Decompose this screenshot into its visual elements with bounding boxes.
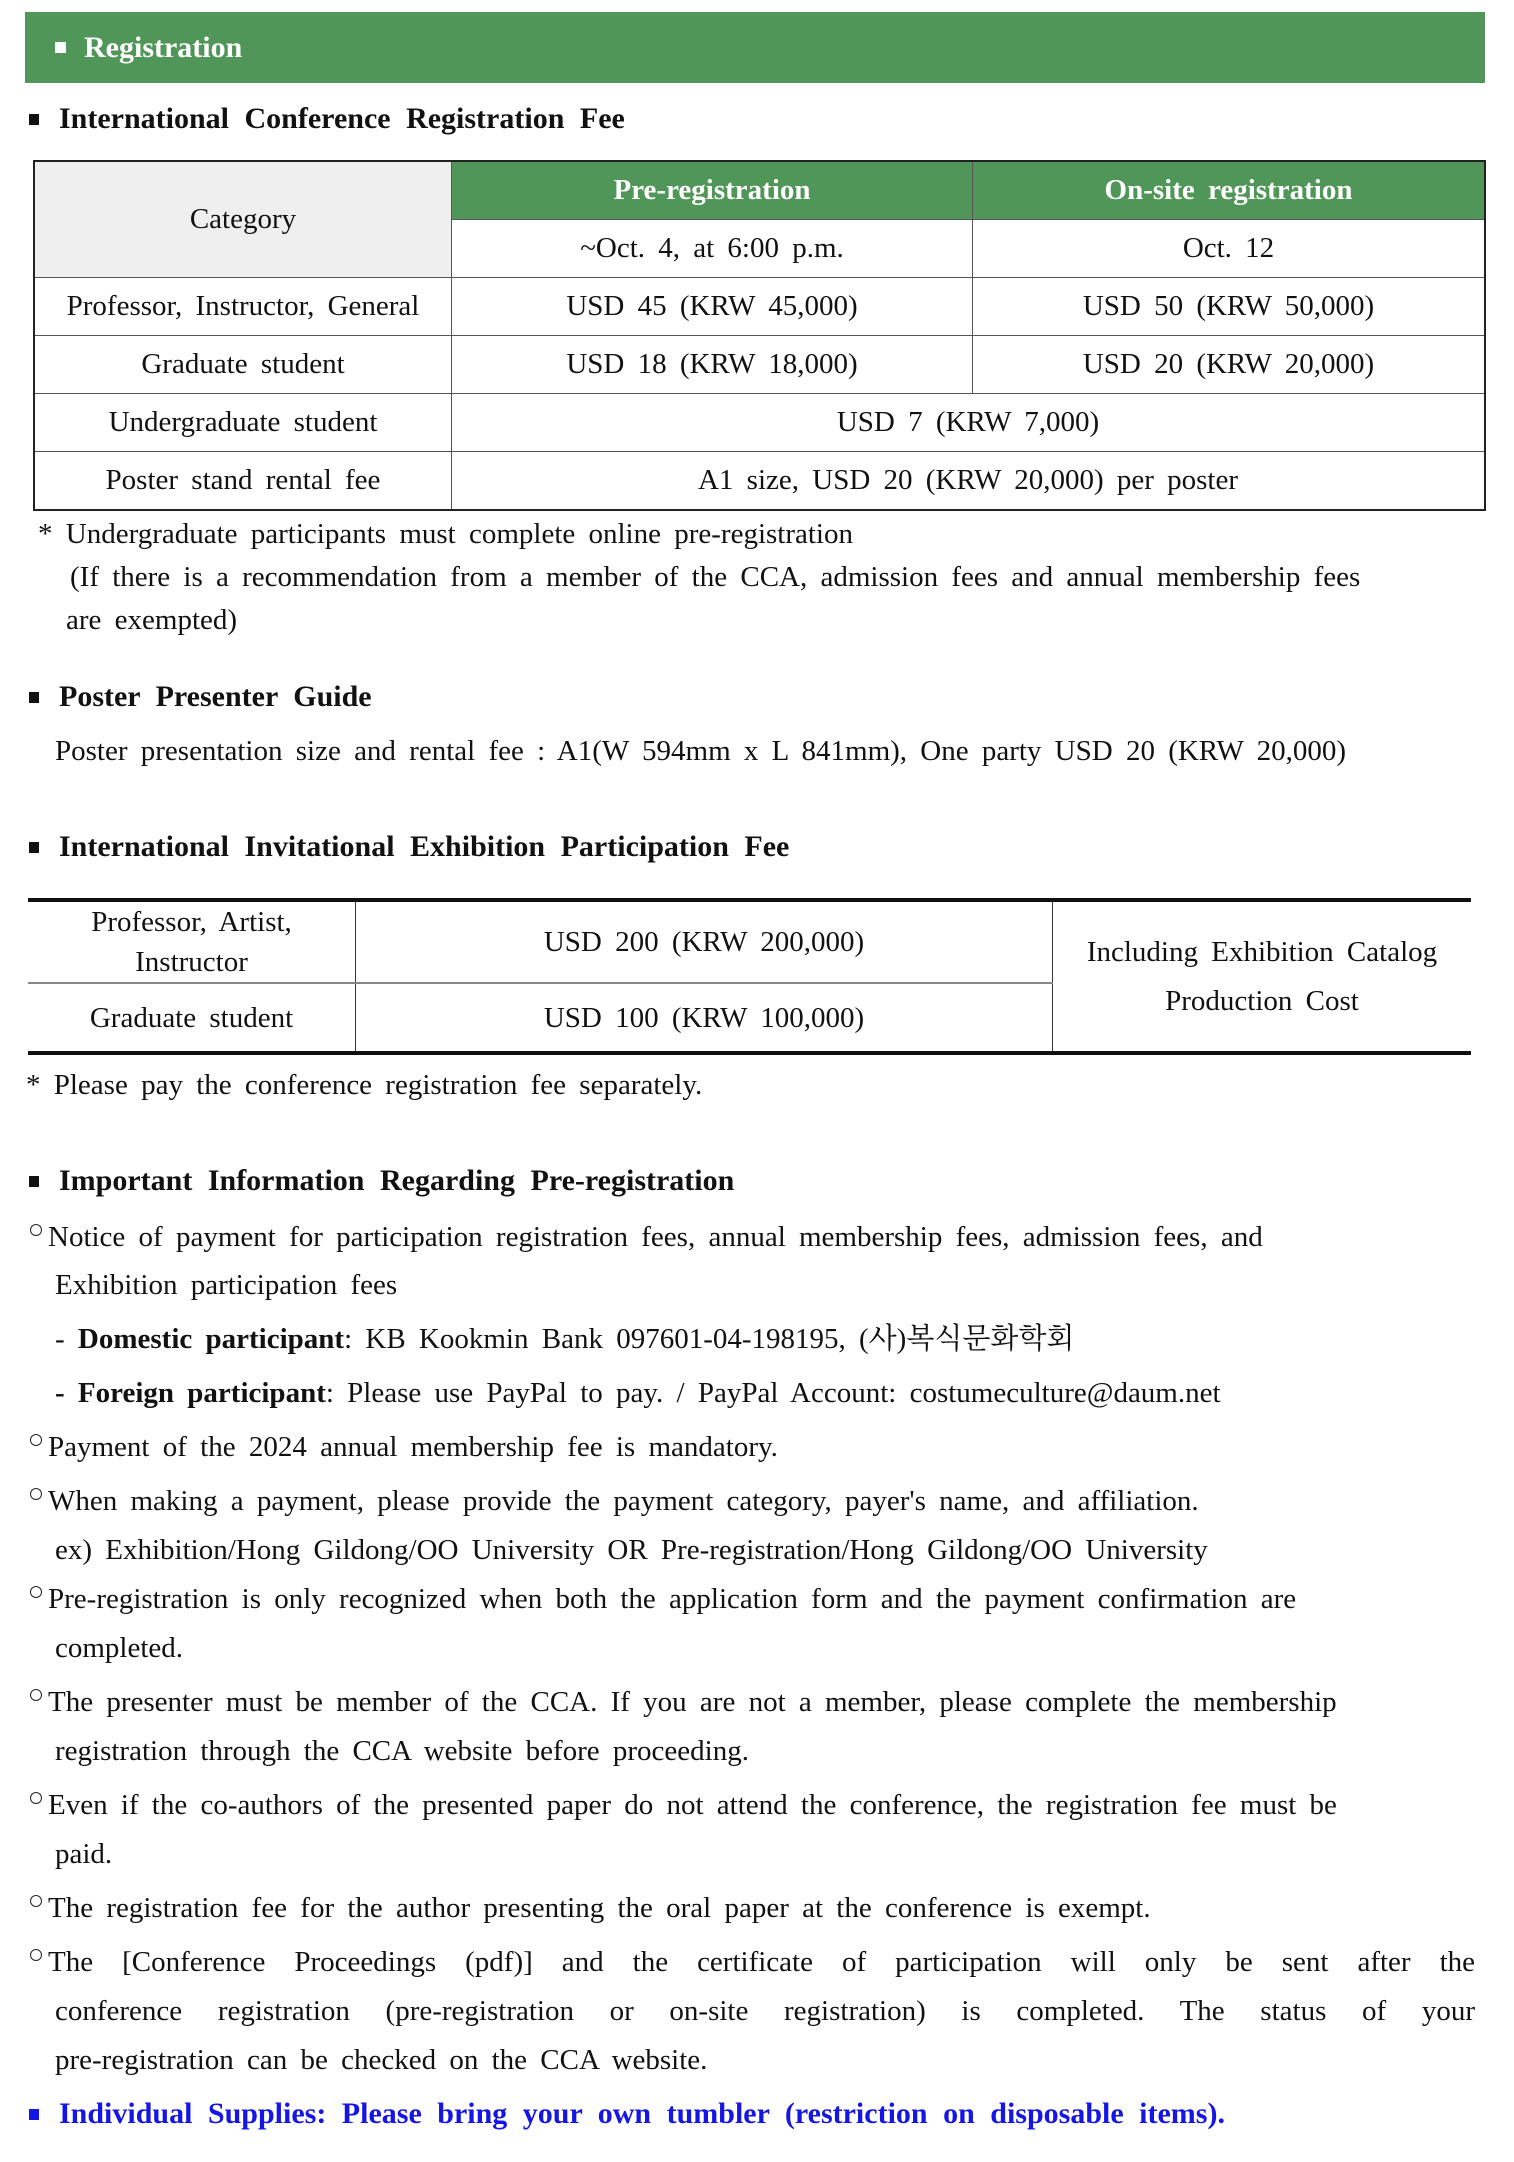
table-row [34, 394, 1485, 452]
list-item [30, 1426, 778, 1469]
item-text: The registration fee for the author presenting the oral paper at the conference is exempt. [48, 1892, 1151, 1924]
item-text-cont: ex) Exhibition/Hong Gildong/OO University OR Pre-registration/Hong Gildong/OO University [55, 1534, 1208, 1566]
registration-fee-table [33, 160, 1486, 511]
domestic-participant-line [55, 1318, 1074, 1361]
category-cell: Poster stand rental fee [34, 452, 452, 511]
circle-bullet-icon [30, 1689, 42, 1701]
circle-bullet-icon [30, 1224, 42, 1236]
catalog-note-line: Production Cost [1165, 984, 1359, 1017]
category-cell: Graduate student [28, 983, 356, 1053]
exhibition-fee-heading [25, 830, 789, 864]
item-text-cont: completed. [55, 1632, 184, 1664]
merged-fee-cell: USD 7 (KRW 7,000) [452, 394, 1486, 452]
dash: - [55, 1323, 65, 1355]
item-text-cont: pre-registration can be checked on the CCA website. [55, 2044, 708, 2076]
square-bullet-icon [29, 114, 39, 125]
item-text: The [Conference Proceedings (pdf)] and the certificate of participation will only be sent after the [48, 1946, 1475, 1978]
category-cell: Professor, Instructor, General [34, 278, 452, 336]
onsite-fee-cell: USD 20 (KRW 20,000) [973, 336, 1486, 394]
circle-bullet-icon [30, 1586, 42, 1598]
circle-bullet-icon [30, 1488, 42, 1500]
square-bullet-icon [29, 1176, 39, 1187]
dash: - [55, 1377, 65, 1409]
circle-bullet-icon [30, 1949, 42, 1961]
square-bullet-icon [29, 842, 39, 853]
item-text: Notice of payment for participation registration fees, annual membership fees, admission fees, and [48, 1221, 1263, 1253]
domestic-label: Domestic participant [77, 1323, 345, 1355]
item-text-cont: conference registration (pre-registration or on-site registration) is completed. The status of your [55, 1995, 1475, 2027]
important-info-heading [25, 1164, 734, 1198]
list-item [30, 1480, 1199, 1523]
table-row [34, 336, 1485, 394]
table-row [34, 452, 1485, 511]
recommendation-note: (If there is a recommendation from a member of the CCA, admission fees and annual membership fees [70, 561, 1361, 593]
item-text: The presenter must be member of the CCA. If you are not a member, please complete the membership [48, 1686, 1337, 1718]
item-text: Pre-registration is only recognized when both the application form and the payment confirmation are [48, 1583, 1297, 1615]
item-text-cont: registration through the CCA website before proceeding. [55, 1735, 749, 1767]
item-text: When making a payment, please provide the payment category, payer's name, and affiliation. [48, 1485, 1199, 1517]
conference-fee-heading [25, 102, 625, 136]
onsite-registration-date: Oct. 12 [973, 220, 1486, 278]
poster-guide-heading [25, 680, 372, 714]
supplies-text: Individual Supplies: Please bring your own tumbler (restriction on disposable items). [59, 2097, 1225, 2130]
poster-guide-text: Poster presentation size and rental fee : A1(W 594mm x L 841mm), One party USD 20 (KRW 20,000) [55, 735, 1347, 767]
list-item [30, 1887, 1151, 1930]
item-text: Payment of the 2024 annual membership fee is mandatory. [48, 1431, 778, 1463]
square-bullet-icon [55, 42, 66, 53]
undergrad-note: * Undergraduate participants must complete online pre-registration [38, 518, 853, 550]
circle-bullet-icon [30, 1792, 42, 1804]
merged-fee-cell: A1 size, USD 20 (KRW 20,000) per poster [452, 452, 1486, 511]
catalog-note-line: Including Exhibition Catalog [1086, 935, 1438, 968]
list-item [30, 1578, 1296, 1621]
catalog-note-cell [1053, 900, 1472, 1053]
foreign-participant-line [55, 1372, 1221, 1415]
heading-text: Poster Presenter Guide [59, 680, 372, 713]
recommendation-note-cont: are exempted) [66, 604, 238, 636]
item-text-cont: Exhibition participation fees [55, 1269, 398, 1301]
category-cell: Graduate student [34, 336, 452, 394]
heading-text: International Invitational Exhibition Participation Fee [59, 830, 790, 863]
banner-title: Registration [84, 30, 243, 64]
fee-cell: USD 100 (KRW 100,000) [356, 983, 1053, 1053]
item-text: Even if the co-authors of the presented paper do not attend the conference, the registration fee must be [48, 1789, 1337, 1821]
heading-text: Important Information Regarding Pre-registration [59, 1164, 735, 1197]
list-item [30, 1941, 1475, 1984]
circle-bullet-icon [30, 1895, 42, 1907]
category-header: Category [34, 161, 452, 278]
list-item [30, 1681, 1337, 1724]
item-text-cont: paid. [55, 1838, 113, 1870]
category-line: Professor, Artist, [91, 906, 292, 938]
square-bullet-icon [29, 692, 39, 703]
foreign-label: Foreign participant [77, 1377, 326, 1409]
onsite-registration-header: On-site registration [973, 161, 1486, 220]
pre-fee-cell: USD 18 (KRW 18,000) [452, 336, 973, 394]
category-line: Instructor [135, 946, 248, 978]
exhibition-fee-table [28, 898, 1471, 1055]
list-item [30, 1216, 1263, 1259]
square-bullet-icon [29, 2109, 39, 2120]
category-cell: Undergraduate student [34, 394, 452, 452]
table-row [34, 278, 1485, 336]
circle-bullet-icon [30, 1434, 42, 1446]
fee-cell: USD 200 (KRW 200,000) [356, 900, 1053, 983]
pre-registration-deadline: ~Oct. 4, at 6:00 p.m. [452, 220, 973, 278]
registration-banner [25, 12, 1485, 83]
supplies-notice [25, 2097, 1225, 2131]
domestic-account: : KB Kookmin Bank 097601-04-198195, (사)복식문화학회 [344, 1323, 1075, 1355]
category-cell [28, 900, 356, 983]
heading-text: International Conference Registration Fee [59, 102, 625, 135]
pre-fee-cell: USD 45 (KRW 45,000) [452, 278, 973, 336]
list-item [30, 1784, 1337, 1827]
paypal-account: : Please use PayPal to pay. / PayPal Account: costumeculture@daum.net [325, 1377, 1221, 1409]
pre-registration-header: Pre-registration [452, 161, 973, 220]
separate-payment-note: * Please pay the conference registration fee separately. [26, 1069, 703, 1101]
table-row [28, 900, 1471, 983]
onsite-fee-cell: USD 50 (KRW 50,000) [973, 278, 1486, 336]
